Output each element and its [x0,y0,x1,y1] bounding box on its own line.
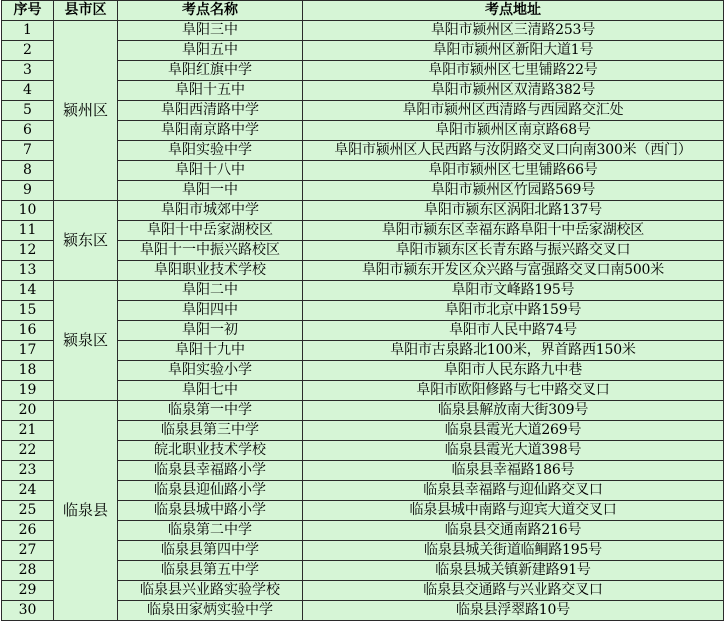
site-address-cell: 阜阳市颍州区双清路382号 [303,81,724,101]
site-address-cell: 阜阳市北京中路159号 [303,301,724,321]
row-number: 4 [2,81,54,101]
row-number: 19 [2,381,54,401]
table-row [2,281,724,301]
row-number: 7 [2,141,54,161]
site-name-cell: 阜阳十五中 [118,81,303,101]
site-name-cell: 阜阳四中 [118,301,303,321]
site-name-cell: 阜阳市城郊中学 [118,201,303,221]
site-name-cell: 阜阳七中 [118,381,303,401]
site-address-cell: 阜阳市颍州区竹园路569号 [303,181,724,201]
row-number: 3 [2,61,54,81]
site-address-cell: 阜阳市颍州区三清路253号 [303,21,724,41]
exam-sites-table [1,0,724,621]
site-address-cell: 阜阳市颍州区西清路与西园路交汇处 [303,101,724,121]
site-address-cell: 阜阳市欧阳修路与七中路交叉口 [303,381,724,401]
site-address-cell: 临泉县交通路与兴业路交叉口 [303,581,724,601]
site-name-cell: 阜阳十八中 [118,161,303,181]
site-address-cell: 临泉县幸福路186号 [303,461,724,481]
site-address-cell: 阜阳市颍州区人民西路与汝阴路交叉口向南300米（西门） [303,141,724,161]
county-cell: 颍东区 [54,201,118,281]
table-row [2,201,724,221]
site-name-cell: 皖北职业技术学校 [118,441,303,461]
table-body [2,21,724,621]
header-site-name: 考点名称 [118,1,303,21]
site-address-cell: 阜阳市人民东路九中巷 [303,361,724,381]
site-address-cell: 阜阳市文峰路195号 [303,281,724,301]
row-number: 22 [2,441,54,461]
site-name-cell: 阜阳二中 [118,281,303,301]
site-name-cell: 阜阳一中 [118,181,303,201]
site-name-cell: 阜阳十中岳家湖校区 [118,221,303,241]
row-number: 13 [2,261,54,281]
row-number: 30 [2,601,54,621]
row-number: 14 [2,281,54,301]
site-name-cell: 阜阳职业技术学校 [118,261,303,281]
site-address-cell: 阜阳市人民中路74号 [303,321,724,341]
row-number: 2 [2,41,54,61]
site-address-cell: 阜阳市颍东区涡阳北路137号 [303,201,724,221]
row-number: 20 [2,401,54,421]
site-address-cell: 临泉县浮翠路10号 [303,601,724,621]
row-number: 27 [2,541,54,561]
site-name-cell: 阜阳五中 [118,41,303,61]
row-number: 5 [2,101,54,121]
row-number: 29 [2,581,54,601]
row-number: 9 [2,181,54,201]
table-row [2,21,724,41]
site-address-cell: 临泉县城关街道临鲖路195号 [303,541,724,561]
site-address-cell: 阜阳市古泉路北100米，界首路西150米 [303,341,724,361]
row-number: 8 [2,161,54,181]
header-number: 序号 [2,1,54,21]
site-name-cell: 临泉第一中学 [118,401,303,421]
site-name-cell: 阜阳南京路中学 [118,121,303,141]
site-name-cell: 临泉县第三中学 [118,421,303,441]
site-address-cell: 阜阳市颍州区七里铺路66号 [303,161,724,181]
row-number: 25 [2,501,54,521]
site-name-cell: 阜阳一初 [118,321,303,341]
row-number: 21 [2,421,54,441]
site-address-cell: 临泉县幸福路与迎仙路交叉口 [303,481,724,501]
county-cell: 颍州区 [54,21,118,201]
table-row [2,401,724,421]
site-address-cell: 临泉县解放南大街309号 [303,401,724,421]
row-number: 16 [2,321,54,341]
row-number: 11 [2,221,54,241]
header-county: 县市区 [54,1,118,21]
header-site-address: 考点地址 [303,1,724,21]
site-address-cell: 阜阳市颍东区幸福东路阜阳十中岳家湖校区 [303,221,724,241]
site-name-cell: 临泉第二中学 [118,521,303,541]
site-name-cell: 阜阳红旗中学 [118,61,303,81]
county-cell: 颍泉区 [54,281,118,401]
site-name-cell: 临泉县迎仙路小学 [118,481,303,501]
row-number: 23 [2,461,54,481]
row-number: 10 [2,201,54,221]
row-number: 18 [2,361,54,381]
row-number: 6 [2,121,54,141]
site-name-cell: 临泉县幸福路小学 [118,461,303,481]
site-name-cell: 临泉田家炳实验中学 [118,601,303,621]
site-name-cell: 临泉县城中路小学 [118,501,303,521]
site-address-cell: 临泉县霞光大道398号 [303,441,724,461]
site-name-cell: 临泉县第四中学 [118,541,303,561]
site-name-cell: 阜阳实验中学 [118,141,303,161]
site-address-cell: 临泉县交通南路216号 [303,521,724,541]
site-name-cell: 阜阳十一中振兴路校区 [118,241,303,261]
site-name-cell: 阜阳实验小学 [118,361,303,381]
row-number: 28 [2,561,54,581]
site-name-cell: 阜阳西清路中学 [118,101,303,121]
header-row [2,1,724,21]
row-number: 26 [2,521,54,541]
row-number: 15 [2,301,54,321]
site-name-cell: 临泉县第五中学 [118,561,303,581]
site-name-cell: 阜阳三中 [118,21,303,41]
site-address-cell: 阜阳市颍州区七里铺路22号 [303,61,724,81]
row-number: 1 [2,21,54,41]
site-name-cell: 临泉县兴业路实验学校 [118,581,303,601]
site-address-cell: 临泉县城关镇新建路91号 [303,561,724,581]
site-address-cell: 阜阳市颍州区南京路68号 [303,121,724,141]
site-address-cell: 阜阳市颍州区新阳大道1号 [303,41,724,61]
row-number: 12 [2,241,54,261]
site-address-cell: 临泉县城中南路与迎宾大道交叉口 [303,501,724,521]
site-address-cell: 临泉县霞光大道269号 [303,421,724,441]
county-cell: 临泉县 [54,401,118,621]
site-address-cell: 阜阳市颍东开发区众兴路与富强路交叉口南500米 [303,261,724,281]
row-number: 24 [2,481,54,501]
site-address-cell: 阜阳市颍东区长青东路与振兴路交叉口 [303,241,724,261]
site-name-cell: 阜阳十九中 [118,341,303,361]
row-number: 17 [2,341,54,361]
